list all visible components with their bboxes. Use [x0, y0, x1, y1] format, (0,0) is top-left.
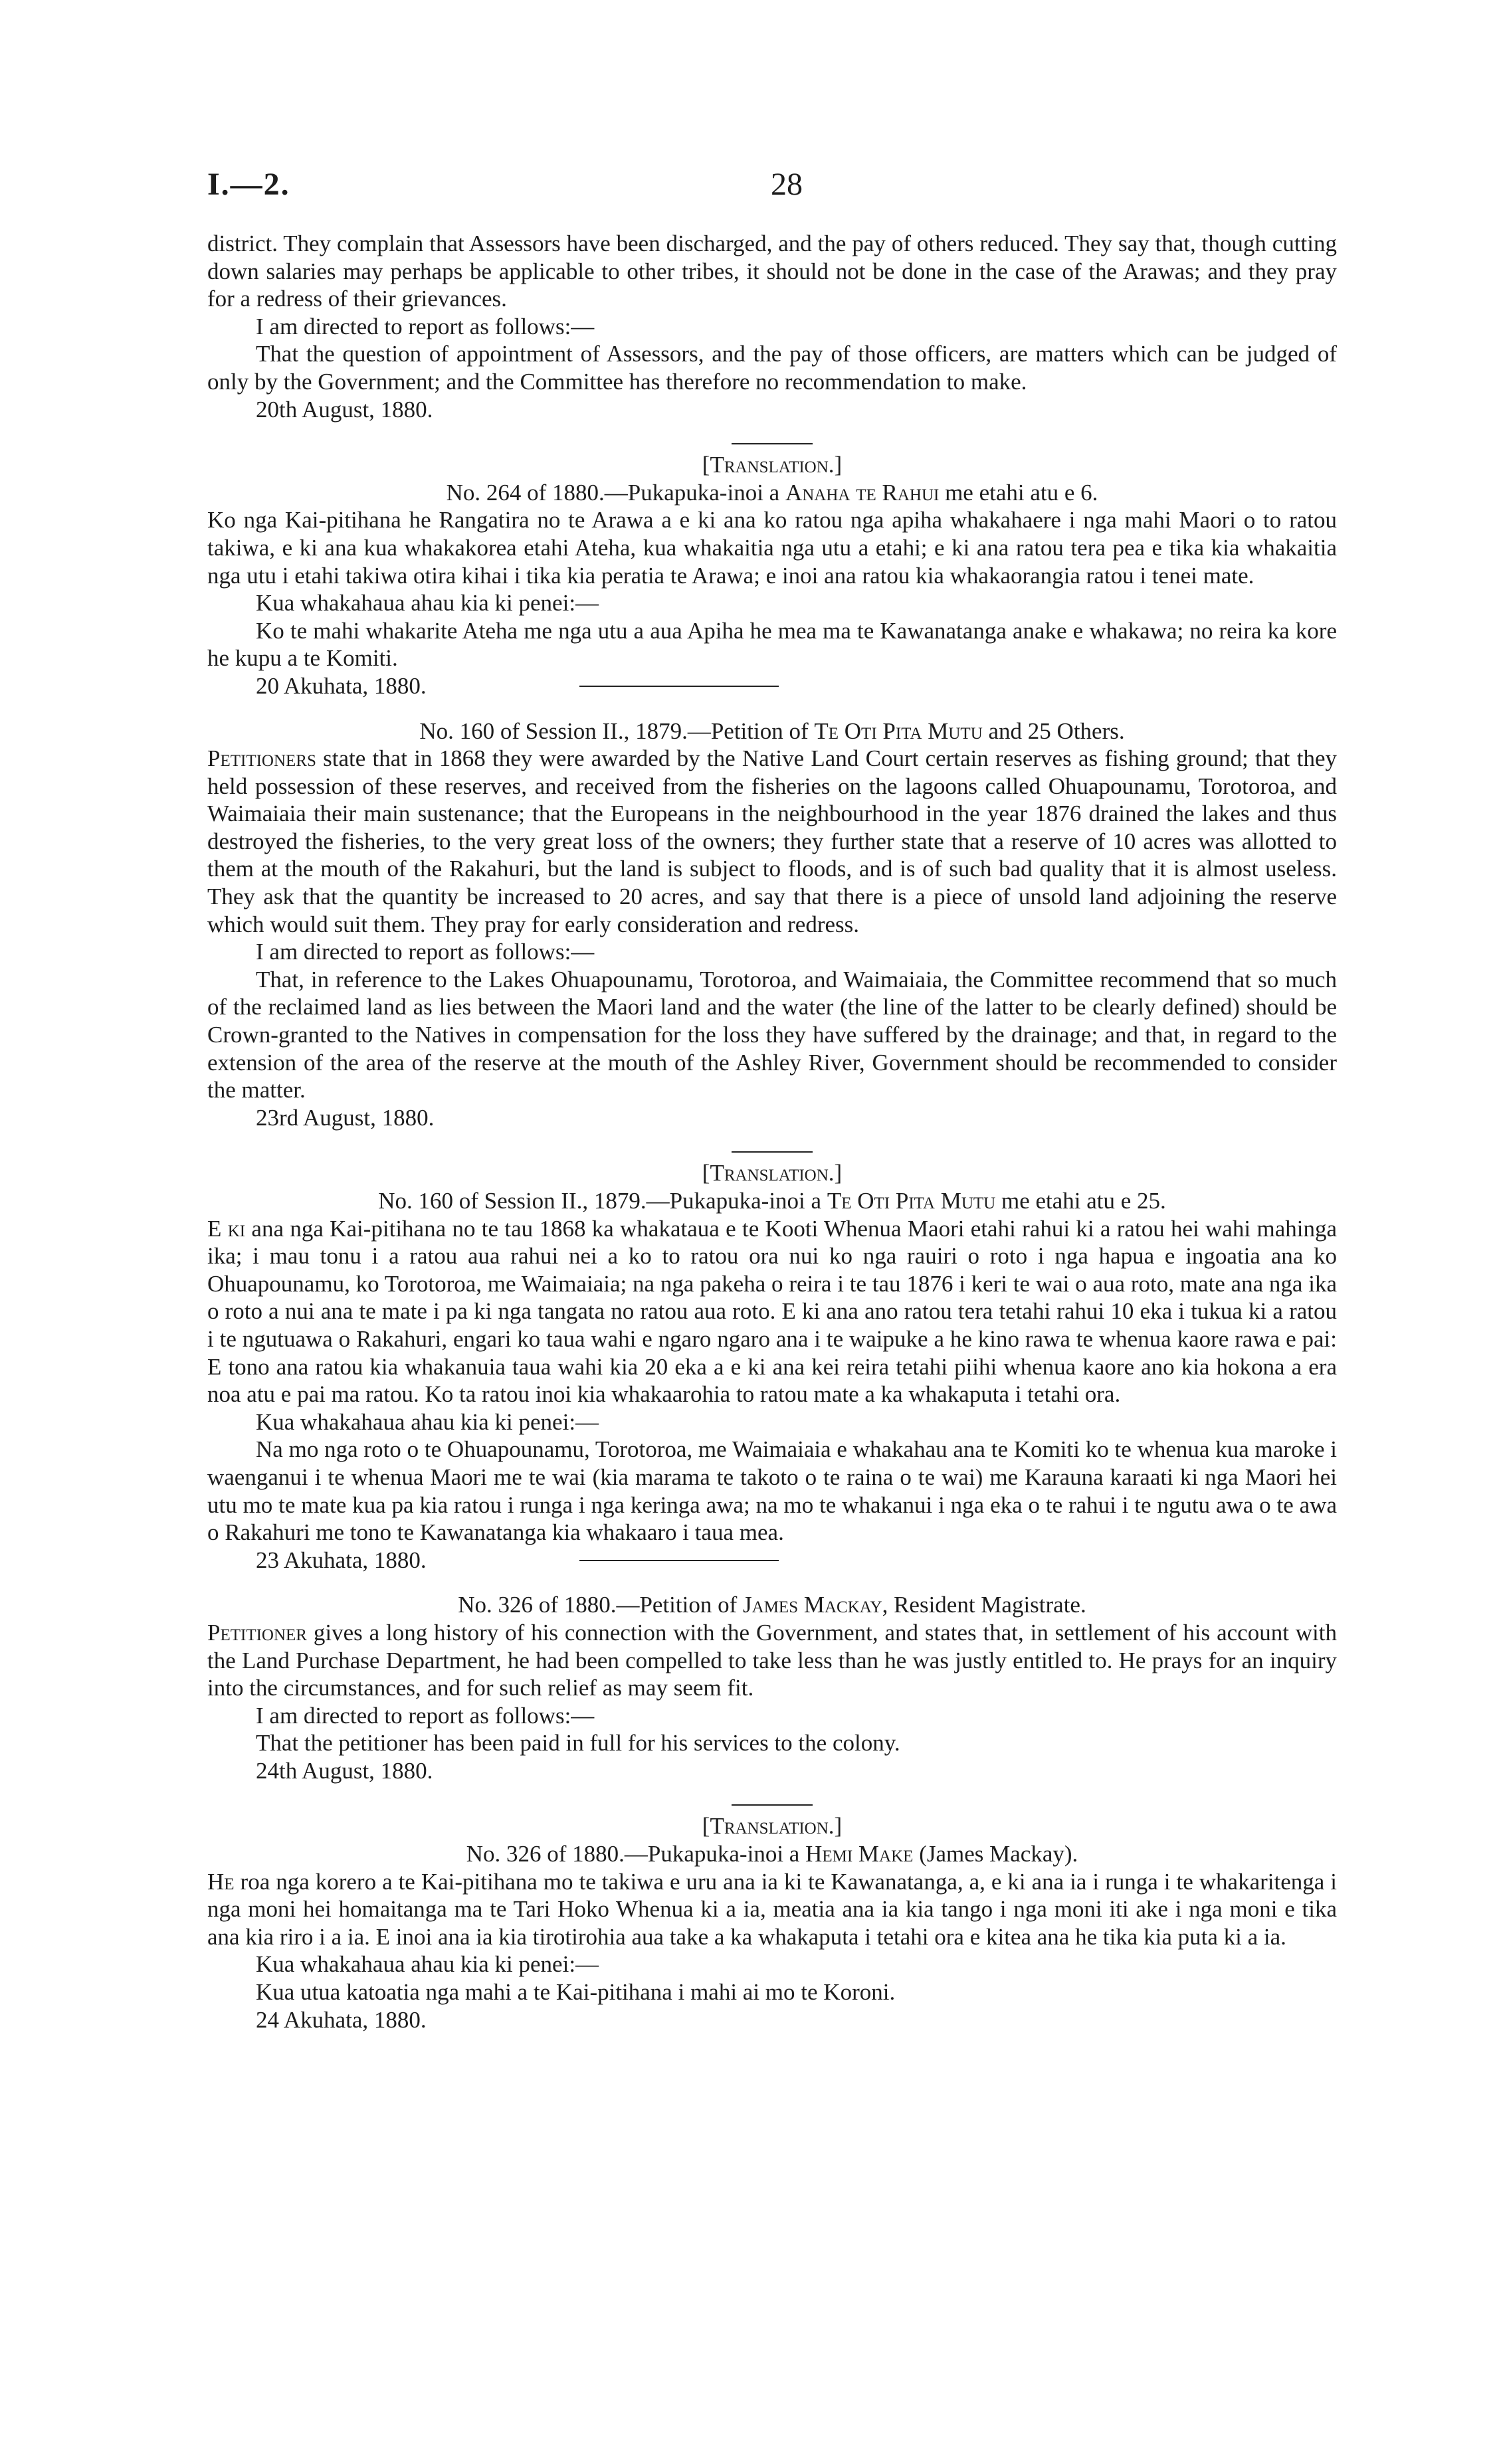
- title-suffix: , Resident Magistrate.: [882, 1592, 1086, 1618]
- report-paragraph: Kua utua katoatia nga mahi a te Kai-pitihana i mahi ai mo te Koroni.: [256, 1979, 896, 2006]
- section-title: [207, 1187, 1337, 1215]
- section-rule: [732, 443, 813, 444]
- title-prefix: No. 264 of 1880.—Pukapuka-inoi a: [446, 479, 785, 506]
- title-prefix: No. 160 of Session II., 1879.—Pukapuka-inoi a: [378, 1188, 827, 1214]
- date-line: 23rd August, 1880.: [256, 1104, 435, 1131]
- section-rule: [732, 1151, 813, 1153]
- directed-line: I am directed to report as follows:—: [256, 1702, 595, 1729]
- date-line: 24 Akuhata, 1880.: [256, 2006, 427, 2033]
- petition-body: [207, 1619, 1337, 1702]
- petition-body: [207, 1868, 1337, 1951]
- section-rule: [579, 686, 779, 687]
- report-paragraph: Na mo nga roto o te Ohuapounamu, Torotoroa, me Waimaiaia e whakahau ana te Komiti ko te whenua kua maroke i waenganui i te whenua Maori me te wai (kia marama te takoto o te raina o te wai) me Karauna karaati ki nga Maori hei utu mo te mate kua pa kia ratou i runga i nga keringa awa; na mo te whakanui i nga eka o te rahui i te ngutu awa o te awa o Rakahuri me tono te Kawanatanga kia whakaaro i taua mea.: [207, 1436, 1337, 1546]
- translation-label: [Translation.]: [702, 452, 843, 478]
- section-title: [207, 717, 1337, 745]
- title-prefix: No. 326 of 1880.—Pukapuka-inoi a: [466, 1841, 806, 1867]
- section-rule: [732, 1804, 813, 1806]
- body-text: ana nga Kai-pitihana no te tau 1868 ka whakataua e te Kooti Whenua Maori etahi rahui ki a ratou hei wahi mahinga ika; i mau tonu i a ratou aua rahui nei a ko to ratou ora nui ko nga rauiri o roto i nga hapua e ingoatia ana ko Ohuapounamu, ko Torotoroa, me Waimaiaia; na nga pakeha o reira i te tau 1876 i keri te wai o aua roto, mate ana nga ika o roto a nui ana te mate i pa ki nga tangata no ratou aua roto. E ki ana ano ratou tera tetahi rahui 10 eka i tukua ki a ratou i te ngutuawa o Rakahuri, engari ko taua wahi e ngaro ngaro ana i te waipuke a he kino rawa te whenua kaore rawa e pai: E tono ana ratou kia whakanuia taua wahi kia 20 eka a e ki ana kei reira tetahi piihi whenua kaore ano kia hokona a era noa atu e pai ma ratou. Ko ta ratou inoi kia whakaarohia to ratou mate a ka whakaputa i tetahi ora.: [207, 1215, 1337, 1408]
- section-title: [207, 479, 1337, 507]
- date-line: 23 Akuhata, 1880.: [256, 1547, 427, 1573]
- translation-label: [Translation.]: [702, 1160, 843, 1186]
- title-suffix: me etahi atu e 25.: [995, 1188, 1166, 1214]
- petition-body: Ko nga Kai-pitihana he Rangatira no te Arawa a e ki ana ko ratou nga apiha whakahaere i nga mahi Maori o to ratou takiwa, e ki ana kua whakakorea etahi Ateha, kua whakaitia nga utu a etahi; e ki ana ratou tera pea e tika kia whakaitia nga utu i etahi takiwa otira kihai i tika kia peratia te Arawa; e inoi ana ratou kia whakaorangia ratou i tenei mate.: [207, 507, 1337, 589]
- section-rule: [579, 1560, 779, 1561]
- directed-line: Kua whakahaua ahau kia ki penei:—: [256, 1951, 599, 1978]
- title-suffix: me etahi atu e 6.: [939, 479, 1098, 506]
- page-body: [207, 230, 1337, 2034]
- date-line: 24th August, 1880.: [256, 1757, 433, 1784]
- report-paragraph: Ko te mahi whakarite Ateha me nga utu a aua Apiha he mea ma te Kawanatanga anake e whakawa; no reira ka kore he kupu a te Komiti.: [207, 617, 1337, 672]
- series-header: I.—2.: [207, 167, 290, 202]
- lead-word: He: [207, 1868, 235, 1895]
- page-number: 28: [771, 167, 803, 202]
- body-text: roa nga korero a te Kai-pitihana mo te takiwa e uru ana ia ki te Kawanatanga, a, e ki ana ia i runga i te whakaritenga i nga moni hei homaitanga ma te Tari Hoko Whenua ki a ia, meatia ana ia kia tango i nga moni iti ake i nga moni e tika ana kia riro i a ia. E inoi ana ia kia tirotirohia aua take a ka whakaputa i tetahi ora e kitea ana he tika kia puta ki a ia.: [207, 1868, 1337, 1950]
- section-title: [207, 1591, 1337, 1619]
- directed-line: Kua whakahaua ahau kia ki penei:—: [256, 1408, 599, 1435]
- report-paragraph: That, in reference to the Lakes Ohuapounamu, Torotoroa, and Waimaiaia, the Committee recommend that so much of the reclaimed land as lies between the Maori land and the water (the line of the latter to be clearly defined) should be Crown-granted to the Natives in compensation for the loss they have suffered by the drainage; and that, in regard to the extension of the area of the reserve at the mouth of the Ashley River, Government should be recommended to consider the matter.: [207, 966, 1337, 1103]
- report-paragraph: That the question of appointment of Assessors, and the pay of those officers, are matters which can be judged of only by the Government; and the Committee has therefore no recommendation to make.: [207, 341, 1337, 395]
- petition-body: [207, 1215, 1337, 1408]
- directed-line: Kua whakahaua ahau kia ki penei:—: [256, 590, 599, 616]
- continuation-paragraph: district. They complain that Assessors have been discharged, and the pay of others reduced. They say that, though cutting down salaries may perhaps be applicable to other tribes, it should not be done in the case of the Arawas; and they pray for a redress of their grievances.: [207, 231, 1337, 312]
- petition-body: [207, 745, 1337, 938]
- section-title: [207, 1840, 1337, 1868]
- title-prefix: No. 160 of Session II., 1879.—Petition of: [419, 717, 815, 744]
- body-text: state that in 1868 they were awarded by the Native Land Court certain reserves as fishing ground; that they held possession of these reserves, and received from the fisheries on the lagoons called Ohuapounamu, Torotoroa, and Waimaiaia their main sustenance; that the Europeans in the neighbourhood in the year 1876 drained the lakes and thus destroyed the fisheries, to the very great loss of the owners; they further state that a reserve of 10 acres was allotted to them at the mouth of the Rakahuri, but the land is subject to floods, and is of such bad quality that it is almost useless. They ask that the quantity be increased to 20 acres, and say that there is a piece of unsold land adjoining the reserve which would suit them. They pray for early consideration and redress.: [207, 745, 1337, 937]
- directed-line: I am directed to report as follows:—: [256, 939, 595, 965]
- directed-line: I am directed to report as follows:—: [256, 313, 595, 339]
- petitioner-name: Hemi Make: [805, 1841, 914, 1867]
- petitioner-name: Anaha te Rahui: [785, 479, 940, 506]
- body-text: gives a long history of his connection with the Government, and states that, in settlement of his account with the Land Purchase Department, he had been compelled to take less than he was justly entitled to. He prays for an inquiry into the circumstances, and for such relief as may seem fit.: [207, 1619, 1337, 1701]
- report-paragraph: That the petitioner has been paid in full for his services to the colony.: [256, 1730, 900, 1756]
- title-prefix: No. 326 of 1880.—Petition of: [458, 1592, 744, 1618]
- date-row: [207, 1547, 1337, 1574]
- date-line: 20th August, 1880.: [256, 396, 433, 423]
- lead-word: Petitioner: [207, 1619, 307, 1646]
- petitioner-name: Te Oti Pita Mutu: [814, 717, 983, 744]
- petitioner-name: Te Oti Pita Mutu: [827, 1188, 996, 1214]
- lead-word: E ki: [207, 1215, 246, 1242]
- title-suffix: and 25 Others.: [982, 717, 1125, 744]
- lead-word: Petitioners: [207, 745, 316, 772]
- translation-label: [Translation.]: [702, 1813, 843, 1840]
- title-suffix: (James Mackay).: [913, 1841, 1078, 1867]
- date-row: [207, 672, 1337, 700]
- date-line: 20 Akuhata, 1880.: [256, 672, 427, 699]
- petitioner-name: James Mackay: [743, 1592, 882, 1618]
